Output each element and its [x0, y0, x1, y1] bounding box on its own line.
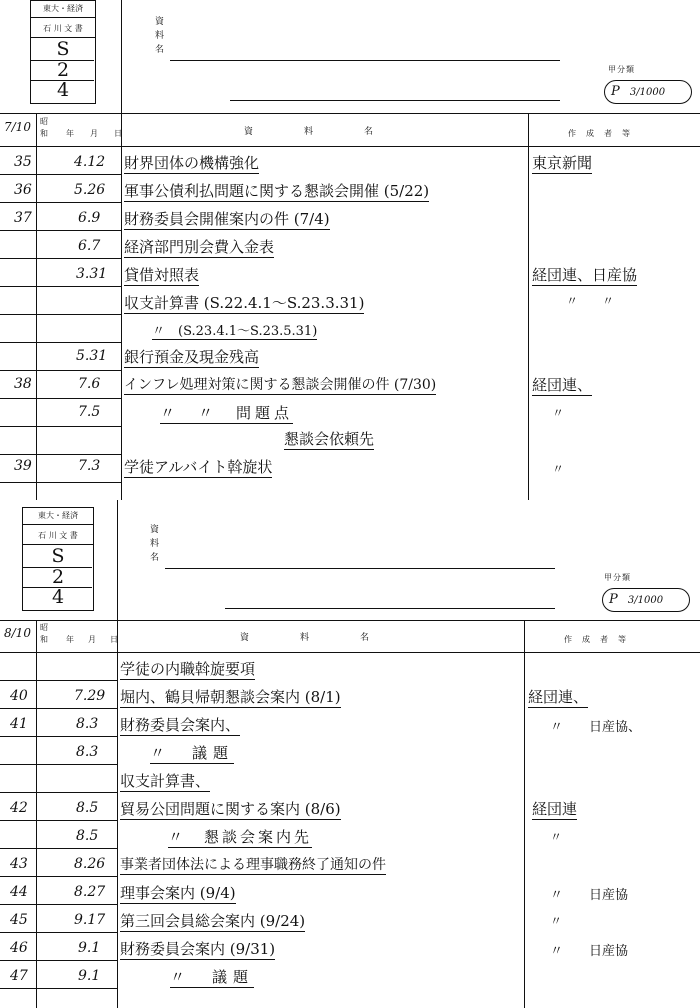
row-title: 財務委員会案内、	[120, 716, 241, 734]
row-author: 〃	[550, 914, 563, 928]
row-date: 4.12	[74, 154, 106, 170]
row-title: 〃 議題	[170, 968, 255, 986]
row-number: 35	[14, 154, 32, 170]
row-title: 〃 〃 問題点	[160, 404, 294, 422]
row-number: 37	[14, 210, 32, 226]
row-title: 学徒の内職斡旋要項	[120, 660, 256, 678]
header-month: 月	[88, 635, 97, 644]
row-title: 財務委員会開催案内の件 (7/4)	[124, 210, 330, 228]
row-author: 〃 日産協、	[550, 720, 642, 735]
row-date: 6.9	[78, 210, 101, 226]
row-author: 〃 〃	[566, 294, 615, 308]
stamp-line-1: 東大・経済	[23, 510, 93, 525]
row-title: 〃 懇談会案内先	[168, 828, 313, 846]
row-title: 収支計算書 (S.22.4.1～S.23.3.31)	[124, 294, 365, 312]
row-date: 8.26	[74, 856, 106, 872]
row-author: 経団連	[532, 800, 578, 818]
header-year: 年	[66, 129, 75, 138]
stamp-number-2: 2	[56, 59, 70, 81]
row-title: 財務委員会案内 (9/31)	[120, 940, 276, 958]
shiryo-label-2: 料	[155, 31, 165, 41]
row-number: 41	[10, 716, 28, 732]
row-title: 第三回会員総会案内 (9/24)	[120, 912, 306, 930]
header-era-1: 昭	[40, 117, 49, 126]
row-author: 東京新聞	[532, 154, 593, 172]
archive-stamp	[30, 0, 96, 104]
row-title: 〃 議題	[150, 744, 235, 762]
row-author: 〃	[552, 462, 565, 476]
header-era-2: 和	[40, 635, 49, 644]
row-date: 8.3	[76, 744, 99, 760]
row-author: 〃	[552, 406, 565, 420]
row-number: 38	[14, 376, 32, 392]
row-title: 経済部門別会費入金表	[124, 238, 275, 256]
row-author: 経団連、日産協	[532, 266, 638, 284]
date-mark: 7/10	[4, 120, 31, 134]
row-date: 8.5	[76, 800, 99, 816]
row-author: 〃 日産協	[550, 944, 629, 959]
stamp-line-2: 石 川 文 書	[31, 23, 95, 38]
stamp-line-2: 石 川 文 書	[23, 530, 93, 545]
row-number: 39	[14, 458, 32, 474]
row-title: 懇談会依頼先	[284, 430, 375, 448]
row-date: 7.5	[78, 404, 101, 420]
row-date: 8.27	[74, 884, 106, 900]
row-date: 5.26	[74, 182, 106, 198]
row-author: 経団連、	[528, 688, 589, 706]
stamp-number-2: 2	[51, 566, 65, 588]
row-title: 事業者団体法による理事職務終了通知の件	[120, 854, 386, 875]
row-title: 収支計算書、	[120, 772, 211, 790]
header-month: 月	[90, 129, 99, 138]
row-number: 42	[10, 800, 28, 816]
page-reference	[604, 80, 692, 104]
row-number: 40	[10, 688, 28, 704]
row-date: 6.7	[78, 238, 101, 254]
row-date: 7.3	[78, 458, 101, 474]
header-author: 作 成 者 等	[568, 129, 631, 138]
row-number: 44	[10, 884, 28, 900]
stamp-number-1: S	[51, 545, 65, 567]
header-author: 作 成 者 等	[564, 635, 627, 644]
row-date: 8.3	[76, 716, 99, 732]
row-date: 9.17	[74, 912, 106, 928]
row-title: 堀内、鶴貝帰朝懇談会案内 (8/1)	[120, 688, 341, 706]
header-day: 日	[114, 129, 123, 138]
row-number: 36	[14, 182, 32, 198]
page-value: 3/1000	[629, 87, 666, 98]
row-date: 7.6	[78, 376, 101, 392]
header-era-2: 和	[40, 129, 49, 138]
row-author: 〃 日産協	[550, 888, 629, 903]
page-value: 3/1000	[627, 595, 664, 606]
shiryo-label-1: 資	[155, 17, 165, 27]
shiryo-label-3: 名	[150, 553, 160, 563]
row-title: 財界団体の機構強化	[124, 154, 260, 172]
row-title: 理事会案内 (9/4)	[120, 884, 236, 902]
row-number: 46	[10, 940, 28, 956]
row-title: 銀行預金及現金残高	[124, 348, 260, 366]
bunrui-label: 甲分類	[604, 573, 631, 582]
shiryo-label-3: 名	[155, 45, 165, 55]
row-date: 5.31	[76, 348, 108, 364]
row-number: 47	[10, 968, 28, 984]
page-reference	[602, 588, 690, 612]
header-era-1: 昭	[40, 623, 49, 632]
row-title: 軍事公債利払問題に関する懇談会開催 (5/22)	[124, 182, 430, 200]
row-title: インフレ処理対策に関する懇談会開催の件 (7/30)	[124, 374, 436, 395]
row-date: 9.1	[78, 940, 101, 956]
stamp-line-1: 東大・経済	[31, 3, 95, 18]
row-date: 3.31	[76, 266, 108, 282]
header-title: 資 料 名	[244, 127, 380, 137]
row-title: 貿易公団問題に関する案内 (8/6)	[120, 800, 341, 818]
header-title: 資 料 名	[240, 633, 376, 643]
row-date: 9.1	[78, 968, 101, 984]
header-year: 年	[66, 635, 75, 644]
bunrui-label: 甲分類	[608, 65, 635, 74]
shiryo-label-2: 料	[150, 539, 160, 549]
stamp-number-3: 4	[56, 79, 70, 101]
shiryo-label-1: 資	[150, 525, 160, 535]
row-title: 〃 (S.23.4.1～S.23.5.31)	[152, 320, 317, 340]
page-prefix: P	[609, 592, 618, 607]
row-number: 45	[10, 912, 28, 928]
row-author: 〃	[550, 830, 563, 844]
stamp-number-1: S	[56, 38, 70, 60]
row-date: 8.5	[76, 828, 99, 844]
row-number: 43	[10, 856, 28, 872]
row-title: 貸借対照表	[124, 266, 200, 284]
date-mark: 8/10	[4, 626, 31, 640]
row-author: 経団連、	[532, 376, 593, 394]
row-date: 7.29	[74, 688, 106, 704]
header-day: 日	[110, 635, 119, 644]
row-title: 学徒アルバイト斡旋状	[124, 458, 273, 476]
page-prefix: P	[611, 84, 620, 99]
archive-stamp	[22, 507, 94, 611]
stamp-number-3: 4	[51, 586, 65, 608]
